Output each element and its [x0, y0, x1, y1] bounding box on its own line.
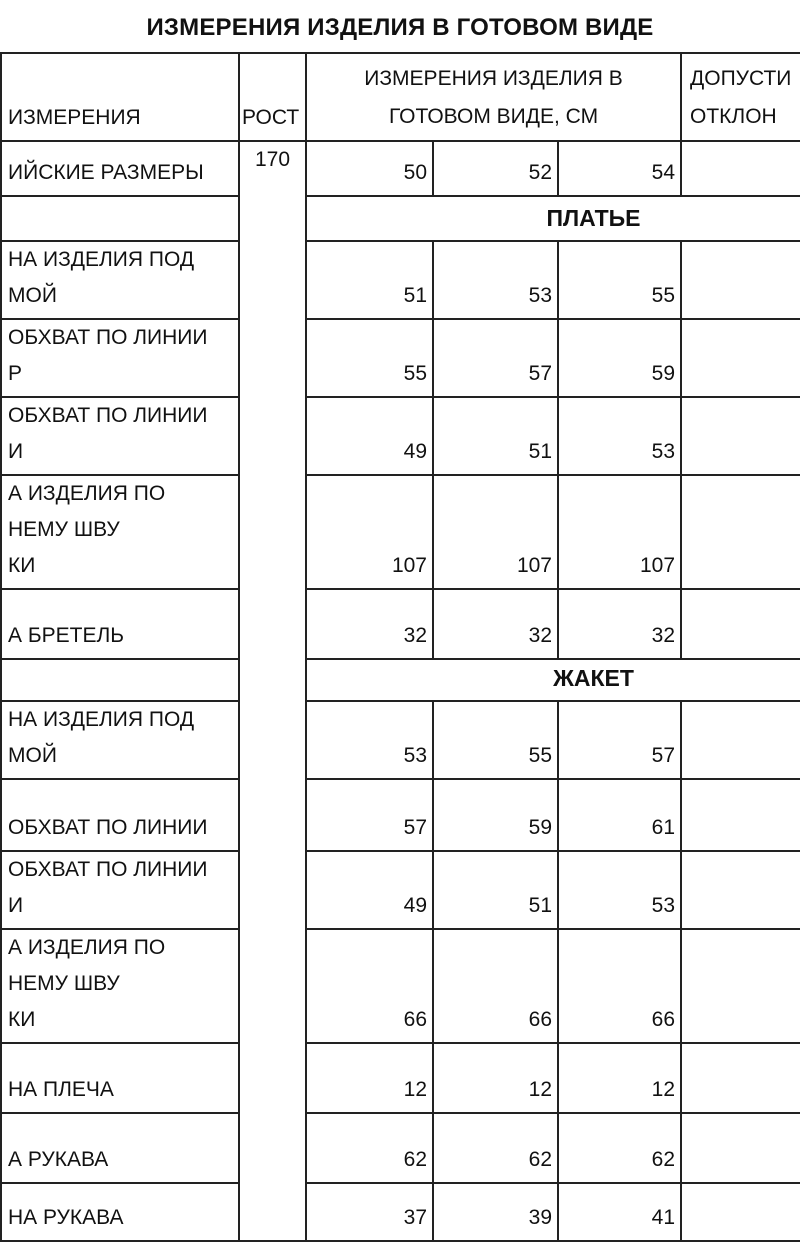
table-row — [1, 929, 800, 1043]
measurement-value: 49 — [306, 851, 433, 929]
sizes-label: ИЙСКИЕ РАЗМЕРЫ — [1, 141, 239, 196]
section-title — [306, 659, 800, 701]
section-title-text: ЖАКЕТ — [553, 665, 634, 691]
measurement-value: 62 — [558, 1113, 681, 1183]
section-row — [1, 196, 800, 241]
measurement-value: 57 — [306, 779, 433, 851]
measurement-value: 57 — [433, 319, 558, 397]
tolerance-cell — [681, 851, 800, 929]
table-row — [1, 319, 800, 397]
header-tolerance: ДОПУСТИ ОТКЛОН — [681, 53, 800, 141]
measurement-value: 57 — [558, 701, 681, 779]
measurement-label: ОБХВАТ ПО ЛИНИИ И — [1, 851, 239, 929]
tolerance-cell — [681, 1113, 800, 1183]
measurement-label: ОБХВАТ ПО ЛИНИИ И — [1, 397, 239, 475]
measurement-value: 51 — [433, 397, 558, 475]
section-label-cell — [1, 659, 239, 701]
document-title: ИЗМЕРЕНИЯ ИЗДЕЛИЯ В ГОТОВОМ ВИДЕ — [146, 14, 654, 41]
measurement-value: 49 — [306, 397, 433, 475]
measurement-value: 107 — [558, 475, 681, 589]
measurement-value: 66 — [306, 929, 433, 1043]
measurement-value: 61 — [558, 779, 681, 851]
tolerance-cell — [681, 241, 800, 319]
measurement-label: А ИЗДЕЛИЯ ПО НЕМУ ШВУ КИ — [1, 475, 239, 589]
measurement-value: 59 — [558, 319, 681, 397]
table-row — [1, 701, 800, 779]
measurement-value: 62 — [433, 1113, 558, 1183]
measurement-value: 12 — [558, 1043, 681, 1113]
measurement-value: 53 — [558, 851, 681, 929]
measurement-label: А БРЕТЕЛЬ — [1, 589, 239, 659]
measurement-value: 37 — [306, 1183, 433, 1241]
measurement-label: НА ИЗДЕЛИЯ ПОД МОЙ — [1, 701, 239, 779]
measurement-value: 53 — [558, 397, 681, 475]
tolerance-cell — [681, 929, 800, 1043]
measurement-value: 55 — [433, 701, 558, 779]
measurement-value: 107 — [306, 475, 433, 589]
table-row — [1, 589, 800, 659]
size-value: 52 — [433, 141, 558, 196]
table-row — [1, 475, 800, 589]
size-value: 54 — [558, 141, 681, 196]
measurement-value: 32 — [433, 589, 558, 659]
measurement-value: 53 — [433, 241, 558, 319]
section-row — [1, 659, 800, 701]
tolerance-cell — [681, 779, 800, 851]
measurement-value: 53 — [306, 701, 433, 779]
measurement-value: 66 — [558, 929, 681, 1043]
measurement-value: 107 — [433, 475, 558, 589]
measurement-value: 62 — [306, 1113, 433, 1183]
measurement-value: 55 — [558, 241, 681, 319]
measurement-value: 66 — [433, 929, 558, 1043]
header-finished: ИЗМЕРЕНИЯ ИЗДЕЛИЯ В ГОТОВОМ ВИДЕ, СМ — [306, 53, 681, 141]
tolerance-cell — [681, 589, 800, 659]
size-value: 50 — [306, 141, 433, 196]
table-row — [1, 779, 800, 851]
measurement-label: ОБХВАТ ПО ЛИНИИ Р — [1, 319, 239, 397]
measurement-label: НА РУКАВА — [1, 1183, 239, 1241]
header-row — [1, 53, 800, 141]
section-title-text: ПЛАТЬЕ — [546, 205, 641, 231]
header-rost: РОСТ — [239, 53, 306, 141]
table-row — [1, 1113, 800, 1183]
measurement-value: 51 — [433, 851, 558, 929]
table-row — [1, 241, 800, 319]
tolerance-cell — [681, 1043, 800, 1113]
measurement-value: 12 — [306, 1043, 433, 1113]
measurement-value: 32 — [306, 589, 433, 659]
measurement-value: 41 — [558, 1183, 681, 1241]
sizes-row — [1, 141, 800, 196]
measurement-value: 55 — [306, 319, 433, 397]
measurement-value: 32 — [558, 589, 681, 659]
tolerance-cell — [681, 397, 800, 475]
measurement-label: А ИЗДЕЛИЯ ПО НЕМУ ШВУ КИ — [1, 929, 239, 1043]
header-measurement: ИЗМЕРЕНИЯ — [1, 53, 239, 141]
measurement-label: НА ПЛЕЧА — [1, 1043, 239, 1113]
tolerance-cell — [681, 475, 800, 589]
measurement-value: 12 — [433, 1043, 558, 1113]
rost-value: 170 — [239, 141, 306, 1241]
measurements-table — [0, 52, 800, 1242]
tolerance-cell — [681, 319, 800, 397]
table-row — [1, 1043, 800, 1113]
measurement-value: 51 — [306, 241, 433, 319]
tolerance-cell — [681, 141, 800, 196]
section-title — [306, 196, 800, 241]
table-row — [1, 397, 800, 475]
measurement-label: НА ИЗДЕЛИЯ ПОД МОЙ — [1, 241, 239, 319]
measurement-value: 39 — [433, 1183, 558, 1241]
measurement-value: 59 — [433, 779, 558, 851]
section-label-cell — [1, 196, 239, 241]
measurement-label: А РУКАВА — [1, 1113, 239, 1183]
tolerance-cell — [681, 701, 800, 779]
tolerance-cell — [681, 1183, 800, 1241]
table-row — [1, 1183, 800, 1241]
table-row — [1, 851, 800, 929]
measurement-label: ОБХВАТ ПО ЛИНИИ — [1, 779, 239, 851]
